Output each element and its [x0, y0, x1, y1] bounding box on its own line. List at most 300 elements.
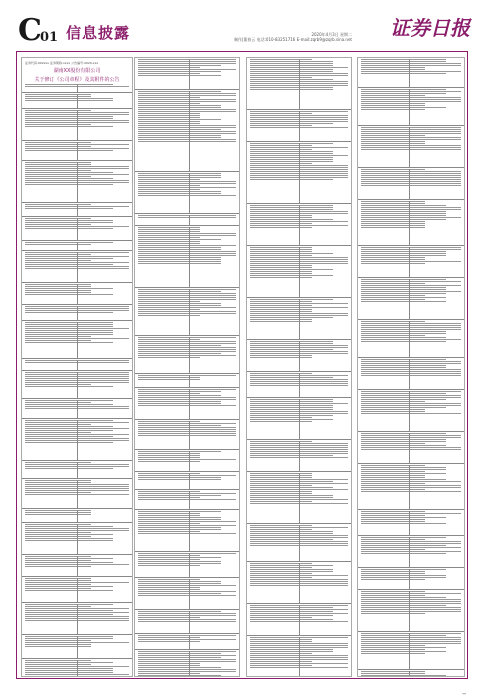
- text-line: [361, 93, 446, 94]
- text-line: [361, 291, 461, 292]
- text-line: [250, 63, 333, 64]
- table-row: [247, 205, 351, 246]
- text-line: [361, 259, 425, 260]
- table-row: [135, 91, 239, 172]
- table-row: [135, 491, 239, 510]
- text-line: [250, 533, 333, 534]
- text-line: [361, 135, 425, 136]
- text-line: [250, 415, 333, 416]
- table-row: [358, 511, 464, 536]
- text-line: [25, 584, 91, 585]
- text-line: [361, 475, 425, 476]
- text-line: [361, 445, 446, 446]
- column-divider: [189, 421, 190, 449]
- column-divider: [299, 399, 300, 439]
- text-line: [361, 513, 461, 514]
- text-line: [138, 117, 200, 118]
- text-line: [25, 638, 113, 639]
- text-line: [361, 371, 461, 372]
- text-line: [25, 462, 91, 463]
- text-line: [361, 203, 425, 204]
- text-line: [250, 531, 333, 532]
- text-line: [361, 511, 425, 512]
- text-line: [25, 142, 91, 143]
- text-line: [138, 65, 221, 66]
- text-line: [138, 665, 200, 666]
- text-line: [25, 610, 113, 611]
- text-line: [138, 671, 236, 672]
- text-line: [138, 435, 236, 436]
- text-line: [138, 527, 221, 528]
- text-line: [25, 534, 113, 535]
- text-line: [361, 279, 446, 280]
- text-line: [138, 617, 200, 618]
- text-line: [250, 219, 333, 220]
- text-line: [138, 657, 221, 658]
- text-line: [25, 84, 113, 85]
- column-divider: [189, 651, 190, 677]
- column-divider: [77, 142, 78, 160]
- text-line: [250, 569, 333, 570]
- text-line: [250, 639, 312, 640]
- text-line: [138, 297, 236, 298]
- column-divider: [77, 660, 78, 677]
- announcement-title: 关于修订《公司章程》及其附件的公告: [34, 77, 120, 83]
- text-line: [25, 586, 113, 587]
- text-line: [138, 493, 236, 494]
- text-line: [361, 341, 446, 342]
- text-line: [250, 149, 312, 150]
- text-line: [138, 615, 236, 616]
- text-line: [361, 99, 461, 100]
- column-divider: [189, 173, 190, 213]
- text-line: [25, 334, 113, 335]
- text-line: [250, 399, 333, 400]
- text-line: [138, 177, 221, 178]
- text-line: [138, 345, 221, 346]
- text-line: [361, 541, 461, 542]
- text-line: [25, 288, 113, 289]
- table-row: [22, 510, 132, 523]
- text-line: [361, 515, 425, 516]
- text-line: [138, 309, 200, 310]
- text-line: [361, 373, 461, 374]
- table-row: [135, 579, 239, 610]
- text-line: [361, 219, 446, 220]
- text-line: [138, 563, 221, 564]
- text-line: [361, 91, 461, 92]
- text-line: [250, 417, 312, 418]
- column-divider: [409, 569, 410, 589]
- text-line: [361, 395, 461, 396]
- text-line: [250, 441, 312, 442]
- text-line: [250, 491, 312, 492]
- text-line: [250, 113, 312, 114]
- text-line: [361, 369, 461, 370]
- table-row: [247, 637, 351, 677]
- text-line: [361, 223, 425, 224]
- column-divider: [299, 373, 300, 397]
- text-line: [361, 375, 461, 376]
- text-line: [250, 611, 333, 612]
- text-line: [138, 585, 236, 586]
- column-divider: [189, 579, 190, 609]
- table-row: [358, 591, 464, 632]
- text-line: [250, 89, 333, 90]
- text-line: [138, 181, 236, 182]
- text-line: [138, 523, 200, 524]
- table-row: [22, 556, 132, 577]
- text-line: [138, 67, 200, 68]
- table-row: [135, 337, 239, 374]
- text-line: [138, 579, 200, 580]
- text-line: [25, 536, 91, 537]
- text-line: [361, 483, 425, 484]
- text-line: [138, 119, 221, 120]
- text-line: [250, 473, 312, 474]
- text-line: [250, 309, 312, 310]
- column-divider: [77, 306, 78, 320]
- table-row: [247, 111, 351, 142]
- table-row: [22, 218, 132, 241]
- text-line: [361, 217, 461, 218]
- text-line: [361, 519, 425, 520]
- text-line: [361, 61, 446, 62]
- text-line: [250, 495, 333, 496]
- column-divider: [77, 604, 78, 634]
- column-divider: [409, 633, 410, 669]
- text-line: [138, 73, 200, 74]
- text-line: [25, 170, 91, 171]
- text-line: [250, 649, 333, 650]
- text-line: [138, 641, 200, 642]
- text-line: [361, 339, 461, 340]
- text-line: [361, 469, 446, 470]
- text-line: [138, 589, 200, 590]
- text-line: [138, 235, 236, 236]
- text-line: [138, 233, 236, 234]
- text-line: [361, 177, 461, 178]
- text-line: [250, 565, 333, 566]
- column-divider: [299, 111, 300, 141]
- text-line: [25, 442, 113, 443]
- text-line: [138, 71, 221, 72]
- text-line: [25, 164, 91, 165]
- text-line: [361, 449, 461, 450]
- header-info: [234, 32, 352, 42]
- text-line: [138, 431, 236, 432]
- column-2: [134, 57, 240, 677]
- text-line: [361, 261, 461, 262]
- text-line: [250, 501, 312, 502]
- text-line: [138, 565, 200, 566]
- table-row: [247, 563, 351, 604]
- text-line: [25, 258, 113, 259]
- text-line: [361, 605, 446, 606]
- table-row: [135, 289, 239, 336]
- column-divider: [77, 218, 78, 240]
- table-row: [247, 299, 351, 340]
- text-line: [250, 145, 312, 146]
- column-divider: [409, 433, 410, 463]
- text-line: [361, 335, 425, 336]
- text-line: [361, 439, 446, 440]
- column-divider: [299, 247, 300, 297]
- text-line: [138, 511, 221, 512]
- text-line: [138, 561, 221, 562]
- text-line: [361, 141, 425, 142]
- text-line: [138, 651, 236, 652]
- column-divider: [77, 578, 78, 602]
- text-line: [250, 77, 312, 78]
- text-line: [138, 175, 221, 176]
- column-1: [21, 57, 133, 677]
- column-divider: [409, 279, 410, 319]
- text-line: [361, 479, 446, 480]
- text-line: [250, 455, 333, 456]
- text-line: [138, 315, 200, 316]
- text-line: [361, 607, 461, 608]
- text-line: [138, 69, 236, 70]
- text-line: [361, 637, 461, 638]
- text-line: [361, 363, 461, 364]
- text-line: [250, 151, 333, 152]
- text-line: [361, 69, 425, 70]
- text-line: [138, 339, 200, 340]
- text-line: [250, 255, 312, 256]
- text-line: [361, 405, 461, 406]
- text-line: [250, 355, 312, 356]
- text-line: [250, 163, 312, 164]
- text-line: [250, 249, 312, 250]
- text-line: [250, 497, 333, 498]
- text-line: [25, 254, 91, 255]
- column-divider: [409, 201, 410, 245]
- text-line: [138, 355, 236, 356]
- column-divider: [409, 89, 410, 125]
- text-line: [250, 123, 333, 124]
- column-divider: [77, 420, 78, 460]
- table-row: [358, 671, 464, 677]
- text-line: [25, 468, 113, 469]
- text-line: [138, 497, 200, 498]
- table-row: [22, 242, 132, 251]
- text-line: [250, 475, 312, 476]
- text-line: [25, 324, 113, 325]
- table-row: [22, 162, 132, 203]
- text-line: [361, 89, 446, 90]
- column-divider: [409, 391, 410, 431]
- text-line: [361, 327, 461, 328]
- text-line: [361, 577, 446, 578]
- table-row: [22, 420, 132, 461]
- text-line: [250, 321, 312, 322]
- text-line: [138, 457, 200, 458]
- text-line: [361, 571, 425, 572]
- text-line: [361, 249, 461, 250]
- table-row: [22, 462, 132, 479]
- text-line: [138, 521, 236, 522]
- column-4: [357, 57, 465, 677]
- text-line: [361, 105, 425, 106]
- column-divider: [77, 162, 78, 202]
- text-line: [138, 517, 221, 518]
- table-row: [135, 215, 239, 226]
- table-row: [358, 279, 464, 320]
- table-row: [247, 373, 351, 398]
- text-line: [138, 351, 236, 352]
- text-line: [361, 639, 461, 640]
- text-line: [138, 515, 200, 516]
- text-line: [361, 641, 461, 642]
- date-line: 2020年4月3日 星期二: [311, 32, 352, 37]
- text-line: [138, 397, 236, 398]
- text-line: [361, 333, 446, 334]
- text-line: [25, 668, 113, 669]
- text-line: [250, 269, 333, 270]
- text-line: [138, 251, 236, 252]
- column-divider: [77, 462, 78, 478]
- text-line: [25, 284, 91, 285]
- text-line: [25, 404, 113, 405]
- table-row: [135, 59, 239, 90]
- text-line: [361, 295, 425, 296]
- text-line: [361, 435, 461, 436]
- text-line: [361, 289, 446, 290]
- text-line: [25, 178, 113, 179]
- text-line: [138, 299, 236, 300]
- text-line: [138, 375, 236, 376]
- text-line: [138, 257, 221, 258]
- text-line: [25, 340, 91, 341]
- table-row: [358, 359, 464, 390]
- text-line: [25, 176, 91, 177]
- text-line: [25, 312, 113, 313]
- text-line: [25, 660, 91, 661]
- text-line: [138, 227, 200, 228]
- text-line: [250, 273, 312, 274]
- text-line: [250, 577, 312, 578]
- table-row: [247, 525, 351, 562]
- text-line: [250, 343, 333, 344]
- text-line: [138, 239, 221, 240]
- text-line: [138, 401, 221, 402]
- text-line: [250, 65, 333, 66]
- text-line: [138, 129, 221, 130]
- text-line: [361, 443, 425, 444]
- text-line: [138, 93, 236, 94]
- text-line: [361, 213, 446, 214]
- text-line: [250, 277, 312, 278]
- text-line: [250, 571, 333, 572]
- text-line: [138, 243, 200, 244]
- text-line: [250, 157, 333, 158]
- column-divider: [77, 252, 78, 282]
- text-line: [138, 289, 236, 290]
- text-line: [138, 313, 236, 314]
- text-line: [138, 659, 236, 660]
- text-line: [138, 637, 200, 638]
- text-line: [138, 453, 200, 454]
- text-line: [138, 475, 236, 476]
- text-line: [250, 525, 312, 526]
- text-line: [138, 513, 200, 514]
- text-line: [138, 109, 236, 110]
- text-line: [138, 451, 221, 452]
- column-divider: [77, 636, 78, 658]
- text-line: [25, 432, 91, 433]
- text-line: [138, 353, 221, 354]
- text-line: [138, 215, 236, 216]
- contact-line: 制作|董春云 电话:010-83251716 E-mail:zqrb9@zqrb.sina.net: [233, 37, 352, 42]
- text-line: [361, 215, 446, 216]
- column-divider: [189, 375, 190, 387]
- text-line: [361, 649, 425, 650]
- table-row: [247, 341, 351, 372]
- text-line: [361, 491, 461, 492]
- text-line: [25, 290, 91, 291]
- text-line: [361, 337, 446, 338]
- text-line: [138, 307, 236, 308]
- text-line: [250, 341, 333, 342]
- column-divider: [189, 491, 190, 509]
- text-line: [25, 510, 91, 511]
- text-line: [250, 617, 312, 618]
- text-line: [25, 96, 91, 97]
- text-line: [361, 97, 461, 98]
- column-divider: [299, 441, 300, 471]
- column-divider: [189, 451, 190, 471]
- column-divider: [409, 247, 410, 277]
- text-line: [250, 377, 333, 378]
- text-line: [361, 549, 425, 550]
- text-line: [361, 645, 425, 646]
- text-line: [138, 611, 221, 612]
- text-line: [25, 204, 91, 205]
- text-line: [361, 131, 461, 132]
- text-line: [138, 303, 221, 304]
- column-divider: [189, 389, 190, 419]
- text-line: [138, 531, 200, 532]
- text-line: [138, 247, 221, 248]
- text-line: [361, 391, 461, 392]
- brand-logo: 证券日报: [390, 16, 470, 40]
- text-line: [138, 391, 221, 392]
- text-line: [138, 231, 200, 232]
- text-line: [25, 420, 113, 421]
- text-line: [361, 173, 461, 174]
- text-line: [361, 145, 461, 146]
- text-line: [361, 471, 425, 472]
- text-line: [25, 150, 113, 151]
- text-line: [25, 558, 113, 559]
- text-line: [361, 653, 425, 654]
- table-row: [22, 636, 132, 659]
- column-divider: [77, 242, 78, 250]
- table-row: [135, 227, 239, 288]
- text-line: [138, 341, 236, 342]
- text-line: [25, 172, 113, 173]
- text-line: [361, 603, 461, 604]
- text-line: [138, 427, 236, 428]
- table-row: [358, 465, 464, 510]
- table-row: [247, 441, 351, 472]
- text-line: [250, 305, 312, 306]
- text-line: [138, 639, 236, 640]
- text-line: [361, 147, 461, 148]
- text-line: [361, 251, 446, 252]
- text-line: [361, 593, 461, 594]
